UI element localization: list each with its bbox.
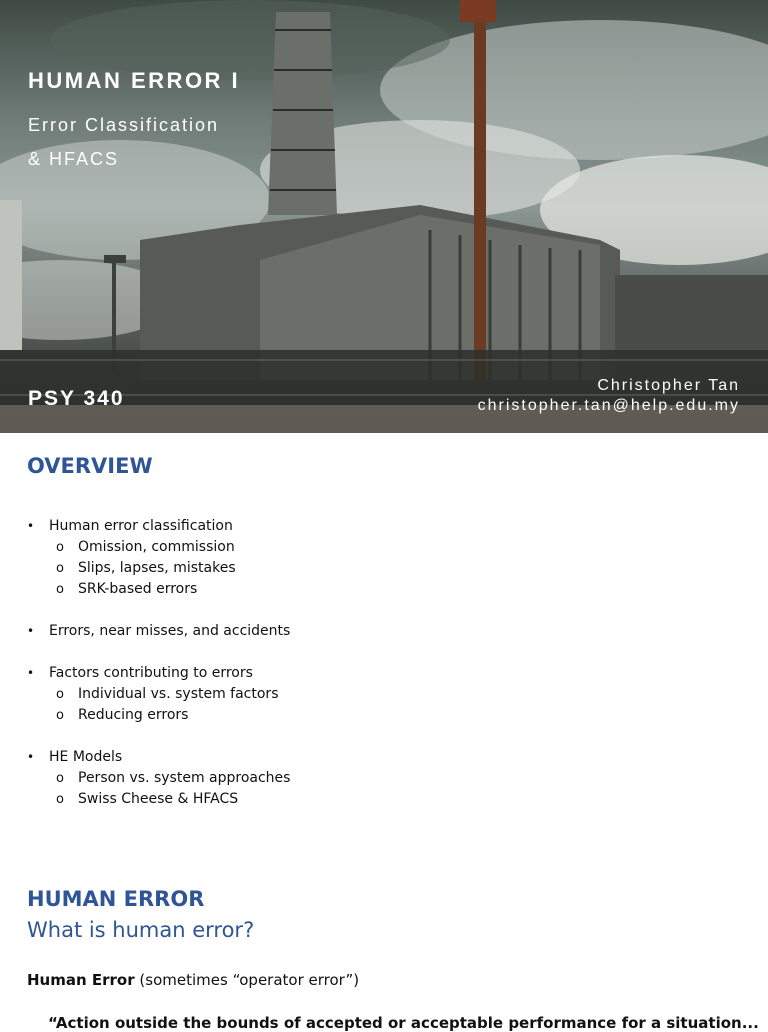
course-code: PSY 340: [28, 387, 125, 410]
outline-group: [27, 663, 727, 726]
outline-item: [27, 663, 727, 684]
outline-item: [27, 621, 727, 642]
outline-group: [27, 516, 727, 600]
definition-term: Human Error: [27, 971, 135, 989]
bullet-icon: •: [27, 624, 35, 638]
subtitle-line: & HFACS: [28, 149, 120, 169]
outline-item: [27, 516, 727, 537]
definition-note: (sometimes “operator error”): [139, 971, 360, 989]
outline-subitem-text: Swiss Cheese & HFACS: [78, 791, 239, 807]
outline-item-text: Factors contributing to errors: [49, 665, 253, 681]
circle-bullet-icon: o: [56, 540, 64, 555]
author-name: Christopher Tan: [597, 377, 740, 394]
human-error-subheading: What is human error?: [27, 918, 255, 942]
overview-outline: [27, 516, 727, 831]
outline-subitem-text: Slips, lapses, mistakes: [78, 560, 236, 576]
outline-subitem-text: SRK-based errors: [78, 581, 198, 597]
author-email: christopher.tan@help.edu.my: [477, 397, 740, 414]
circle-bullet-icon: o: [56, 771, 64, 786]
outline-subitem-text: Individual vs. system factors: [78, 686, 279, 702]
circle-bullet-icon: o: [56, 708, 64, 723]
presentation-title: HUMAN ERROR I: [28, 68, 241, 93]
outline-subitem: [27, 537, 727, 558]
definition-quote: “Action outside the bounds of accepted or acceptable performance for a situation...: [48, 1014, 759, 1032]
bullet-icon: •: [27, 750, 35, 764]
circle-bullet-icon: o: [56, 687, 64, 702]
outline-subitem: [27, 705, 727, 726]
circle-bullet-icon: o: [56, 561, 64, 576]
presentation-subtitle: [28, 108, 219, 176]
circle-bullet-icon: o: [56, 792, 64, 807]
title-slide: [0, 0, 768, 433]
human-error-heading: HUMAN ERROR: [27, 887, 205, 911]
definition-line: [27, 971, 359, 989]
overview-heading: OVERVIEW: [27, 454, 153, 478]
outline-subitem: [27, 579, 727, 600]
bullet-icon: •: [27, 666, 35, 680]
outline-item: [27, 747, 727, 768]
outline-subitem: [27, 768, 727, 789]
outline-subitem-text: Omission, commission: [78, 539, 235, 555]
outline-item-text: Human error classification: [49, 518, 233, 534]
outline-subitem: [27, 684, 727, 705]
bullet-icon: •: [27, 519, 35, 533]
outline-subitem-text: Reducing errors: [78, 707, 189, 723]
outline-subitem: [27, 789, 727, 810]
outline-item-text: Errors, near misses, and accidents: [49, 623, 291, 639]
circle-bullet-icon: o: [56, 582, 64, 597]
subtitle-line: Error Classification: [28, 115, 220, 135]
outline-subitem: [27, 558, 727, 579]
outline-item-text: HE Models: [49, 749, 123, 765]
power-plant-photo: [0, 0, 768, 433]
author-block: [478, 376, 740, 416]
outline-group: [27, 621, 727, 642]
outline-group: [27, 747, 727, 810]
outline-subitem-text: Person vs. system approaches: [78, 770, 291, 786]
